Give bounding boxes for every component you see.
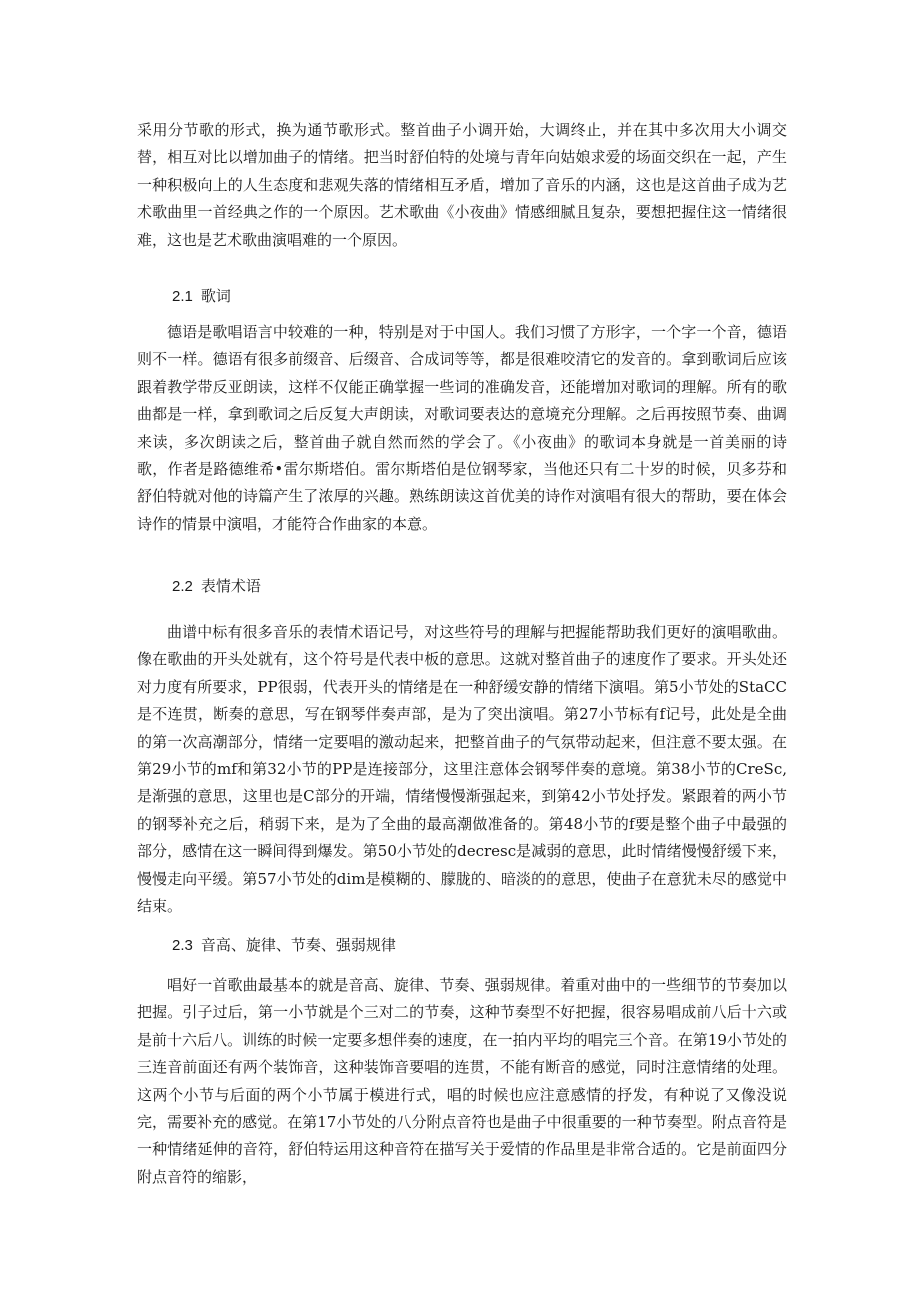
section-title: 歌词 xyxy=(200,287,231,305)
section-title: 表情术语 xyxy=(200,577,261,595)
section-heading-2-3 xyxy=(172,934,396,957)
section-body-expression-terms: 曲谱中标有很多音乐的表情术语记号，对这些符号的理解与把握能帮助我们更好的演唱歌曲。像在歌曲的开头处就有，这个符号是代表中板的意思。这就对整首曲子的速度作了要求。开头处还对力度有所要求，PP很弱，代表开头的情绪是在一种舒缓安静的情绪下演唱。第5小节处的StaCC是不连贯，断奏的意思，写在钢琴伴奏声部，是为了突出演唱。第27小节标有f记号，此处是全曲的第一次高潮部分，情绪一定要唱的激动起来，把整首曲子的气氛带动起来，但注意不要太强。在第29小节的mf和第32小节的PP是连接部分，这里注意体会钢琴伴奏的意境。第38小节的CreSc,是渐强的意思，这里也是C部分的开端，情绪慢慢渐强起来，到第42小节处抒发。紧跟着的两小节的钢琴补充之后，稍弱下来，是为了全曲的最高潮做准备的。第48小节的f要是整个曲子中最强的部分，感情在这一瞬间得到爆发。第50小节处的decresc是减弱的意思，此时情绪慢慢舒缓下来，慢慢走向平缓。第57小节处的dim是模糊的、朦胧的、暗淡的的意思，使曲子在意犹未尽的感觉中结束。 xyxy=(137,623,787,916)
section-heading-2-2 xyxy=(172,575,261,598)
section-number: 2.3 xyxy=(172,937,193,954)
section-body-lyrics: 德语是歌唱语言中较难的一种，特别是对于中国人。我们习惯了方形字，一个字一个音，德语则不一样。德语有很多前缀音、后缀音、合成词等等，都是很难咬清它的发音的。拿到歌词后应该跟着教学带反亚朗读，这样不仅能正确掌握一些词的准确发音，还能增加对歌词的理解。所有的歌曲都是一样，拿到歌词之后反复大声朗读，对歌词要表达的意境充分理解。之后再按照节奏、曲调来读，多次朗读之后，整首曲子就自然而然的学会了。《小夜曲》的歌词本身就是一首美丽的诗歌，作者是路德维希•雷尔斯塔伯。雷尔斯塔伯是位钢琴家，当他还只有二十岁的时候，贝多芬和舒伯特就对他的诗篇产生了浓厚的兴趣。熟练朗读这首优美的诗作对演唱有很大的帮助，要在体会诗作的情景中演唱，才能符合作曲家的本意。 xyxy=(137,323,787,533)
section-body-pitch-melody-rhythm: 唱好一首歌曲最基本的就是音高、旋律、节奏、强弱规律。着重对曲中的一些细节的节奏加以把握。引子过后，第一小节就是个三对二的节奏，这种节奏型不好把握，很容易唱成前八后十六或是前十六后八。训练的时候一定要多想伴奏的速度，在一拍内平均的唱完三个音。在第19小节处的三连音前面还有两个装饰音，这种装饰音要唱的连贯，不能有断音的感觉，同时注意情绪的处理。这两个小节与后面的两个小节属于模进行式，唱的时候也应注意感情的抒发，有种说了又像没说完，需要补充的感觉。在第17小节处的八分附点音符也是曲子中很重要的一种节奏型。附点音符是一种情绪延伸的音符，舒伯特运用这种音符在描写关于爱情的作品里是非常合适的。它是前面四分附点音符的缩影， xyxy=(137,976,787,1186)
section-heading-2-1 xyxy=(172,285,231,308)
intro-paragraph: 采用分节歌的形式，换为通节歌形式。整首曲子小调开始，大调终止，并在其中多次用大小调交替，相互对比以增加曲子的情绪。把当时舒伯特的处境与青年向姑娘求爱的场面交织在一起，产生一种积极向上的人生态度和悲观失落的情绪相互矛盾，增加了音乐的内涵，这也是这首曲子成为艺术歌曲里一首经典之作的一个原因。艺术歌曲《小夜曲》情感细腻且复杂，要想把握住这一情绪很难，这也是艺术歌曲演唱难的一个原因。 xyxy=(137,121,787,249)
section-number: 2.2 xyxy=(172,578,193,595)
section-number: 2.1 xyxy=(172,288,193,305)
section-title: 音高、旋律、节奏、强弱规律 xyxy=(200,936,396,954)
